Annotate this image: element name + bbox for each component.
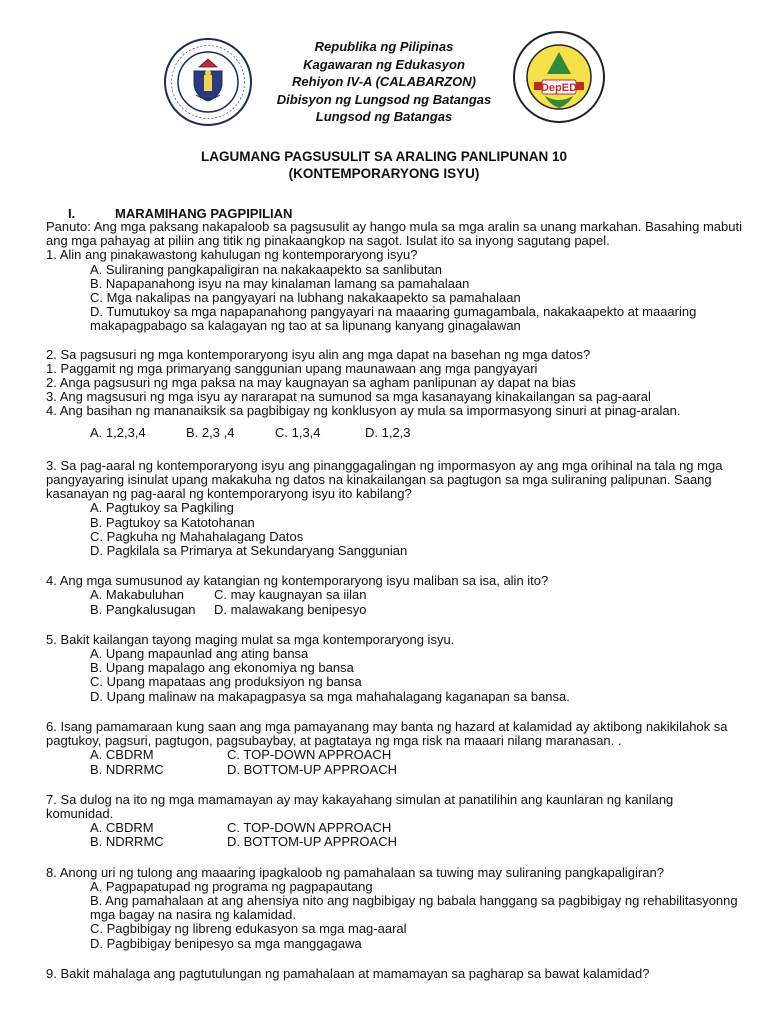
answer-option: C. may kaugnayan sa iilan xyxy=(214,587,367,603)
letterhead-line: Lungsod ng Batangas xyxy=(315,109,453,124)
answer-option: A. 1,2,3,4 xyxy=(90,424,146,440)
question-text: 1. Alin ang pinakawastong kahulugan ng kontemporaryong isyu? xyxy=(46,247,418,263)
answer-option: D. Pagbibigay benipesyo sa mga manggagawa xyxy=(90,935,362,951)
question-text: 3. Sa pag-aaral ng kontemporaryong isyu ang pinanggagalingan ng impormasyon ay ang mga orihinal na tala ng mga pangyayaring isinulat upang makakuha ng datos na kinakailangan sa pagtugon sa mga suliraning palipunan. Saang kasanayan ng pag-aaral ng kontemporaryong isyu ito kabilang? xyxy=(46,457,723,502)
question-text: 2. Sa pagsusuri ng mga kontemporaryong isyu alin ang mga dapat na basehan ng mga datos? xyxy=(46,346,591,362)
answer-options-row xyxy=(46,426,742,440)
answer-option: C. Pagkuha ng Mahahalagang Datos xyxy=(90,528,304,544)
answer-option: A. Upang mapaunlad ang ating bansa xyxy=(90,646,309,662)
answer-option: D. BOTTOM-UP APPROACH xyxy=(227,834,397,850)
answer-option: D. Pagkilala sa Primarya at Sekundaryang Sanggunian xyxy=(90,543,408,559)
question-3 xyxy=(46,459,742,558)
question-text: 4. Ang mga sumusunod ay katangian ng kontemporaryong isyu maliban sa isa, alin ito? xyxy=(46,573,549,589)
answer-option: D. Upang malinaw na makapagpasya sa mga mahahalagang kaganapan sa bansa. xyxy=(90,688,570,704)
question-text: 5. Bakit kailangan tayong maging mulat sa mga kontemporaryong isyu. xyxy=(46,631,455,647)
answer-options-row xyxy=(46,763,742,777)
answer-option: A. Makabuluhan xyxy=(90,587,184,603)
letterhead xyxy=(220,38,548,126)
answer-option: B. NDRRMC xyxy=(90,834,164,850)
answer-option: C. Pagbibigay ng libreng edukasyon sa mga mag-aaral xyxy=(90,921,407,937)
question-6 xyxy=(46,720,742,777)
section-number: I. xyxy=(68,206,76,221)
answer-option: C. Upang mapataas ang produksiyon ng bansa xyxy=(90,674,362,690)
statement-item: 1. Paggamit ng mga primaryang sanggunian upang maunawaan ang mga pangyayari xyxy=(46,360,538,376)
answer-option: C. TOP-DOWN APPROACH xyxy=(227,820,392,836)
answer-option: B. NDRRMC xyxy=(90,761,164,777)
question-5 xyxy=(46,633,742,704)
answer-options-row xyxy=(46,821,742,835)
question-text: 9. Bakit mahalaga ang pagtutulungan ng pamahalaan at mamamayan sa pagharap sa bawat kalamidad? xyxy=(46,965,650,981)
statement-item: 2. Anga pagsusuri ng mga paksa na may kaugnayan sa agham panlipunan ay dapat na bias xyxy=(46,375,576,391)
answer-option: A. Pagpapatupad ng programa ng pagpapautang xyxy=(90,878,373,894)
answer-option: A. CBDRM xyxy=(90,747,154,763)
answer-option: D. malawakang benipesyo xyxy=(214,601,367,617)
statement-item: 3. Ang magsusuri ng mga isyu ay nararapat na sumunod sa mga kasanayang kinakailangan sa pag-aaral xyxy=(46,389,651,405)
instructions: Panuto: Ang mga paksang nakapaloob sa pagsusulit ay hango mula sa mga aralin sa unang markahan. Basahing mabuti ang mga pahayag at piliin ang titik ng pinakaangkop na sagot. Isulat ito sa inyong sagutang papel. xyxy=(46,219,742,249)
exam-subtitle-line: (KONTEMPORARYONG ISYU) xyxy=(288,165,480,181)
exam-title-line: LAGUMANG PAGSUSULIT SA ARALING PANLIPUNAN 10 xyxy=(200,149,567,164)
answer-options-row xyxy=(46,748,742,762)
question-8 xyxy=(46,866,742,951)
section-label: MARAMIHANG PAGPIPILIAN xyxy=(115,206,293,221)
question-text: 8. Anong uri ng tulong ang maaaring ipagkaloob ng pamahalaan sa tuwing may suliraning pangkapaligiran? xyxy=(46,864,664,880)
question-7 xyxy=(46,793,742,850)
statement-item: 4. Ang basihan ng mananaiksik sa pagbibigay ng konklusyon ay mula sa impormasyong sinuri at pinag-aralan. xyxy=(46,403,681,419)
answer-options-row xyxy=(46,588,742,602)
answer-option: C. 1,3,4 xyxy=(275,424,321,440)
answer-option: B. Pangkalusugan xyxy=(90,601,196,617)
answer-option: A. Pagtukoy sa Pagkiling xyxy=(90,500,234,516)
question-text: 6. Isang pamamaraan kung saan ang mga pamayanang may banta ng hazard at kalamidad ay aktibong nakikilahok sa pagtukoy, pagsuri, pagtugon, pagsubaybay, at pagtataya ng mga risk na maaari nilang maranasan. . xyxy=(46,718,728,749)
answer-option: B. Pagtukoy sa Katotohanan xyxy=(90,514,255,530)
exam-title xyxy=(0,149,768,182)
question-4 xyxy=(46,574,742,617)
question-1 xyxy=(46,248,742,333)
answer-option: A. Suliraning pangkapaligiran na nakakaapekto sa sanlibutan xyxy=(90,261,442,277)
letterhead-line: Kagawaran ng Edukasyon xyxy=(303,56,465,72)
letterhead-line: Dibisyon ng Lungsod ng Batangas xyxy=(276,91,492,107)
answer-option: A. CBDRM xyxy=(90,820,154,836)
question-text: 7. Sa dulog na ito ng mga mamamayan ay may kakayahang simulan at panatilihin ang kaunlaran ng kanilang komunidad. xyxy=(46,791,674,821)
answer-option: C. Mga nakalipas na pangyayari na lubhang nakakaapekto sa pamahalaan xyxy=(90,290,521,306)
exam-body xyxy=(46,220,742,981)
answer-option: D. BOTTOM-UP APPROACH xyxy=(227,761,397,777)
answer-option: B. Napapanahong isyu na may kinalaman lamang sa pamahalaan xyxy=(90,275,470,291)
answer-option: B. 2,3 ,4 xyxy=(186,424,235,440)
answer-option: B. Ang pamahalaan at ang ahensiya nito ang nagbibigay ng babala hanggang sa pagbibigay ng rehabilitasyonng mga bagay na nasira ng kalamidad. xyxy=(90,892,738,923)
letterhead-line: Rehiyon IV-A (CALABARZON) xyxy=(292,74,476,89)
question-9 xyxy=(46,967,742,981)
question-2 xyxy=(46,348,742,440)
answer-option: B. Upang mapalago ang ekonomiya ng bansa xyxy=(90,660,354,676)
answer-options-row xyxy=(46,835,742,849)
letterhead-line: Republika ng Pilipinas xyxy=(314,39,454,54)
answer-option: D. 1,2,3 xyxy=(365,424,411,440)
answer-option: C. TOP-DOWN APPROACH xyxy=(227,747,392,763)
seal-brand-text: DepED xyxy=(540,82,578,94)
answer-options-row xyxy=(46,603,742,617)
answer-option: D. Tumutukoy sa mga napapanahong pangyayari na maaaring gumagambala, nakakaapekto at maaaring makapagpabago sa kalagayan ng tao at sa lipunang kanyang ginagalawan xyxy=(90,304,697,334)
